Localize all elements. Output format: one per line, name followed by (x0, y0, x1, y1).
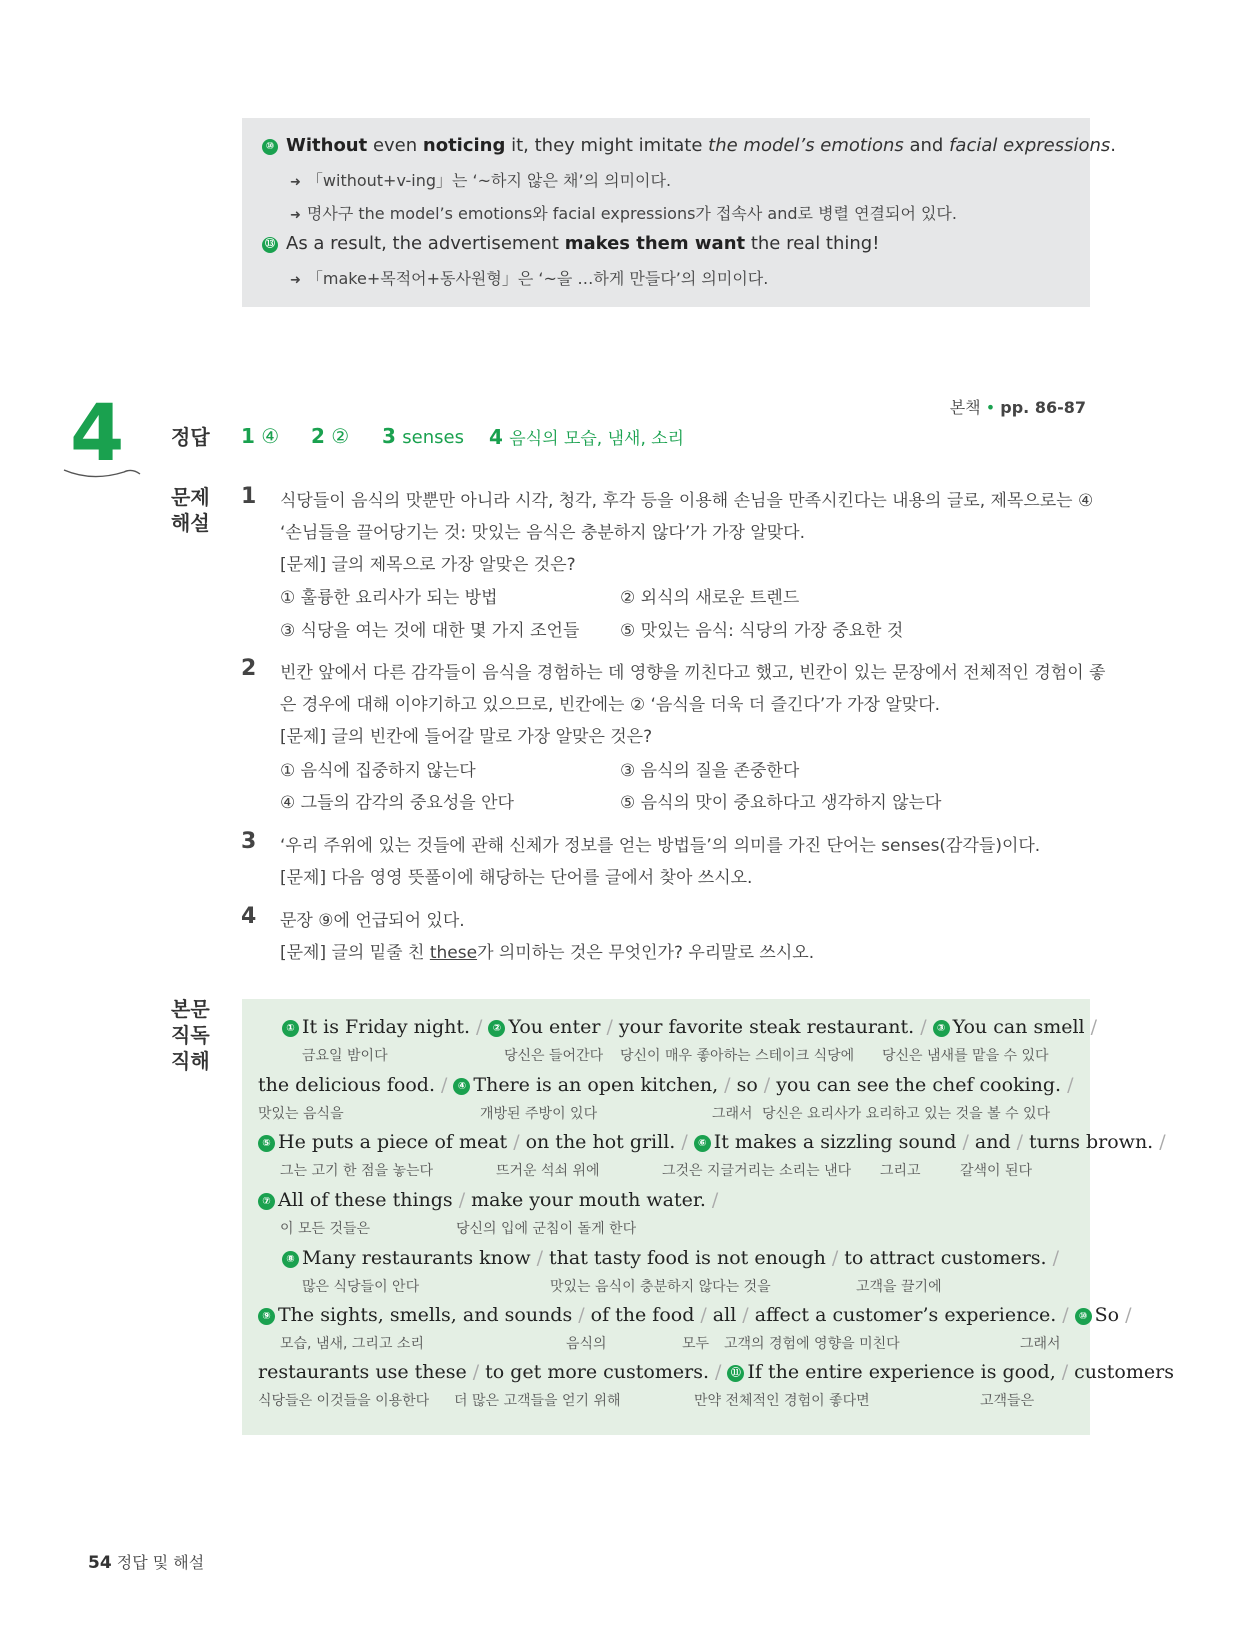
korean-gloss: 당신의 입에 군침이 돌게 한다 (456, 1221, 637, 1237)
prompt-text: 가 의미하는 것은 무엇인가? 우리말로 쓰시오. (477, 943, 815, 963)
note-bold-text: Without (286, 135, 368, 156)
reading-label-line: 직독 (171, 1023, 210, 1047)
slash-divider: / (742, 1304, 749, 1326)
question-1-option: ⑤ 맛있는 음식: 식당의 가장 중요한 것 (620, 621, 904, 641)
slash-divider: / (831, 1247, 839, 1269)
korean-gloss: 갈색이 된다 (960, 1163, 1033, 1179)
chunk: you can see the chef cooking. (776, 1074, 1062, 1096)
slash-divider: / (920, 1016, 927, 1038)
korean-gloss: 맛있는 음식이 충분하지 않다는 것을 (550, 1279, 771, 1295)
page-number: 54 (88, 1553, 112, 1573)
reading-line-6-english (258, 1304, 1138, 1326)
answer-number: 1 (241, 424, 255, 448)
answer-value: senses (402, 427, 464, 448)
circled-number-10: ⑩ (262, 139, 278, 155)
chunk: The sights, smells, and sounds (278, 1304, 573, 1326)
slash-divider: / (606, 1016, 613, 1038)
reading-line-2-english (258, 1074, 1079, 1096)
question-2-prompt: [문제] 글의 빈칸에 들어갈 말로 가장 알맞은 것은? (280, 727, 653, 747)
circled-number: ③ (933, 1020, 950, 1037)
korean-gloss: 모두 (682, 1336, 710, 1352)
korean-gloss: 맛있는 음식을 (258, 1106, 344, 1122)
circled-number: ⑪ (727, 1365, 744, 1382)
circled-number: ⑥ (694, 1135, 711, 1152)
note-text: it, they might imitate (505, 135, 709, 156)
slash-divider: / (458, 1189, 466, 1211)
note-text: As a result, the advertisement (286, 233, 565, 254)
note-13-sentence (262, 233, 879, 254)
korean-gloss: 식당들은 이것들을 이용한다 (258, 1393, 430, 1409)
chunk: your favorite steak restaurant. (618, 1016, 915, 1038)
circled-number: ① (282, 1020, 299, 1037)
chunk: There is an open kitchen, (473, 1074, 719, 1096)
reading-line-1-english (282, 1016, 1103, 1038)
question-4-line-1: 문장 ⑨에 언급되어 있다. (280, 911, 465, 931)
reading-line-5-english (282, 1247, 1065, 1269)
slash-divider: / (681, 1131, 688, 1153)
korean-gloss: 당신은 냄새를 맡을 수 있다 (882, 1048, 1049, 1064)
answer-number: 4 (489, 425, 503, 449)
explanation-label (171, 484, 210, 536)
reading-label-line: 본문 (171, 997, 210, 1021)
korean-gloss: 그것은 지글거리는 소리는 낸다 (662, 1163, 852, 1179)
question-1-option: ② 외식의 새로운 트렌드 (620, 588, 800, 608)
slash-divider: / (1061, 1361, 1069, 1383)
footer-label: 정답 및 해설 (116, 1553, 205, 1572)
korean-gloss: 이 모든 것들은 (280, 1221, 371, 1237)
chunk: to get more customers. (485, 1361, 709, 1383)
slash-divider: / (1016, 1131, 1024, 1153)
slash-divider: / (1159, 1131, 1166, 1153)
korean-gloss: 금요일 밤이다 (302, 1048, 388, 1064)
slash-divider: / (1067, 1074, 1074, 1096)
reading-line-4-english (258, 1189, 724, 1211)
note-bold-text: makes them want (564, 233, 746, 254)
korean-gloss: 많은 식당들이 안다 (302, 1279, 420, 1295)
chunk: You can smell (952, 1016, 1085, 1038)
circled-number-13: ⑬ (262, 237, 278, 253)
circled-number: ⑤ (258, 1135, 275, 1152)
chunk: and (974, 1131, 1011, 1153)
note-explanation-text: 명사구 the model’s emotions와 facial expressions가 접속사 and로 병렬 연결되어 있다. (306, 204, 957, 223)
reading-label-line: 직해 (171, 1049, 210, 1073)
note-text: even (367, 135, 423, 156)
circled-number: ⑩ (1075, 1308, 1092, 1325)
note-10-explanation-2 (290, 201, 957, 224)
korean-gloss: 그는 고기 한 점을 놓는다 (280, 1163, 434, 1179)
korean-gloss: 당신이 매우 좋아하는 스테이크 식당에 (620, 1048, 855, 1064)
korean-gloss: 모습, 냄새, 그리고 소리 (280, 1336, 424, 1352)
chunk: all (712, 1304, 737, 1326)
korean-gloss: 당신은 들어간다 (504, 1048, 604, 1064)
chunk: so (736, 1074, 758, 1096)
circled-number: ⑦ (258, 1193, 275, 1210)
chunk: You enter (508, 1016, 601, 1038)
answer-label: 정답 (171, 425, 210, 449)
answer-value: ② (331, 424, 350, 448)
page-ref-label: 본책 (949, 398, 981, 417)
chunk: the delicious food. (258, 1074, 436, 1096)
arrow-right-icon: ➜ (290, 273, 301, 288)
slash-divider: / (763, 1074, 771, 1096)
page-ref-dot: • (985, 398, 996, 417)
korean-gloss: 더 많은 고객들을 얻기 위해 (454, 1393, 621, 1409)
direct-reading-box (242, 999, 1174, 1435)
note-text: and (903, 135, 950, 156)
note-bold-text: noticing (422, 135, 506, 156)
circled-number: ⑧ (282, 1251, 299, 1268)
slash-divider: / (441, 1074, 448, 1096)
note-explanation-text: 「without+v-ing」는 ‘~하지 않은 채’의 의미이다. (306, 171, 672, 190)
slash-divider: / (1125, 1304, 1132, 1326)
chunk: of the food (590, 1304, 695, 1326)
question-1-option: ③ 식당을 여는 것에 대한 몇 가지 조언들 (280, 621, 580, 641)
note-text: . (1110, 135, 1117, 156)
korean-gloss: 당신은 요리사가 요리하고 있는 것을 볼 수 있다 (762, 1106, 1051, 1122)
question-2-line-2: 은 경우에 대해 이야기하고 있으므로, 빈칸에는 ② ‘음식을 더욱 더 즐긴다’가 가장 알맞다. (280, 695, 941, 715)
question-3-line-1: ‘우리 주위에 있는 것들에 관해 신체가 정보를 얻는 방법들’의 의미를 가진 단어는 senses(감각들)이다. (280, 836, 1041, 856)
question-3-number: 3 (241, 829, 257, 854)
korean-gloss: 고객의 경험에 영향을 미친다 (724, 1336, 900, 1352)
underlined-word: these (429, 943, 478, 963)
slash-divider: / (472, 1361, 480, 1383)
answer-2 (311, 424, 349, 448)
answer-number: 3 (382, 424, 396, 448)
reading-line-7-english (258, 1361, 1174, 1383)
page-ref-pages: pp. 86-87 (1000, 398, 1086, 417)
question-1-number: 1 (241, 484, 257, 509)
question-2-option: ③ 음식의 질을 존중한다 (620, 761, 800, 781)
slash-divider: / (724, 1074, 731, 1096)
chunk: restaurants use these (258, 1361, 467, 1383)
chunk: to attract customers. (844, 1247, 1047, 1269)
korean-gloss: 뜨거운 석쇠 위에 (496, 1163, 600, 1179)
grammar-note-box (242, 118, 1117, 307)
chunk: customers (1074, 1361, 1174, 1383)
korean-gloss: 음식의 (566, 1336, 607, 1352)
answer-1 (241, 424, 279, 448)
question-1-prompt: [문제] 글의 제목으로 가장 알맞은 것은? (280, 555, 576, 575)
chunk: It is Friday night. (302, 1016, 471, 1038)
chunk: It makes a sizzling sound (713, 1131, 957, 1153)
slash-divider: / (1090, 1016, 1098, 1038)
explanation-label-line: 해설 (171, 511, 210, 535)
slash-divider: / (962, 1131, 969, 1153)
korean-gloss: 그래서 (1020, 1336, 1061, 1352)
question-2-line-1: 빈칸 앞에서 다른 감각들이 음식을 경험하는 데 영향을 끼친다고 했고, 빈칸이 있는 문장에서 전체적인 경험이 좋 (280, 663, 1106, 683)
question-3-prompt: [문제] 다음 영영 뜻풀이에 해당하는 단어를 글에서 찾아 쓰시오. (280, 868, 753, 888)
note-10-explanation-1 (290, 168, 671, 191)
slash-divider: / (578, 1304, 585, 1326)
answer-3 (382, 424, 464, 448)
slash-divider: / (700, 1304, 707, 1326)
slash-divider: / (476, 1016, 483, 1038)
note-text: the real thing! (745, 233, 880, 254)
question-2-number: 2 (241, 656, 257, 681)
prompt-text: [문제] 글의 밑줄 친 (280, 943, 430, 963)
answer-number: 2 (311, 424, 325, 448)
slash-divider: / (1052, 1247, 1059, 1269)
page-reference (950, 395, 1086, 418)
chunk: So (1094, 1304, 1120, 1326)
slash-divider: / (711, 1189, 719, 1211)
chunk: Many restaurants know (302, 1247, 531, 1269)
section-number: 4 (70, 389, 125, 479)
answer-value: 음식의 모습, 냄새, 소리 (509, 429, 685, 449)
question-4-prompt (280, 938, 814, 963)
slash-divider: / (1062, 1304, 1069, 1326)
chunk: affect a customer’s experience. (754, 1304, 1057, 1326)
note-italic-text: facial expressions (949, 135, 1111, 156)
arrow-right-icon: ➜ (290, 208, 301, 223)
korean-gloss: 그래서 (712, 1106, 753, 1122)
korean-gloss: 그리고 (880, 1163, 921, 1179)
note-13-explanation-1 (290, 266, 768, 289)
note-explanation-text: 「make+목적어+동사원형」은 ‘~을 …하게 만들다’의 의미이다. (306, 269, 769, 288)
arrow-right-icon: ➜ (290, 175, 301, 190)
note-10-sentence (262, 135, 1116, 156)
korean-gloss: 개방된 주방이 있다 (480, 1106, 598, 1122)
reading-label (171, 996, 210, 1074)
question-2-option: ① 음식에 집중하지 않는다 (280, 761, 476, 781)
chunk: If the entire experience is good, (747, 1361, 1056, 1383)
korean-gloss: 고객들은 (980, 1393, 1035, 1409)
answer-4 (489, 424, 684, 449)
korean-gloss: 만약 전체적인 경험이 좋다면 (694, 1393, 870, 1409)
chunk: that tasty food is not enough (549, 1247, 826, 1269)
question-1-option: ① 훌륭한 요리사가 되는 방법 (280, 588, 498, 608)
slash-divider: / (513, 1131, 520, 1153)
page-footer (88, 1550, 204, 1573)
section-swoosh-decoration (62, 462, 142, 482)
answer-value: ④ (261, 424, 280, 448)
question-1-line-2: ‘손님들을 끌어당기는 것: 맛있는 음식은 충분하지 않다’가 가장 알맞다. (280, 523, 805, 543)
note-italic-text: the model’s emotions (708, 135, 904, 156)
chunk: turns brown. (1029, 1131, 1154, 1153)
circled-number: ⑨ (258, 1308, 275, 1325)
explanation-label-line: 문제 (171, 485, 210, 509)
reading-line-3-english (258, 1131, 1172, 1153)
question-4-number: 4 (241, 904, 257, 929)
circled-number: ④ (453, 1078, 470, 1095)
question-1-line-1: 식당들이 음식의 맛뿐만 아니라 시각, 청각, 후각 등을 이용해 손님을 만족시킨다는 내용의 글로, 제목으로는 ④ (280, 491, 1094, 511)
korean-gloss: 고객을 끌기에 (856, 1279, 942, 1295)
circled-number: ② (488, 1020, 505, 1037)
question-2-option: ⑤ 음식의 맛이 중요하다고 생각하지 않는다 (620, 793, 942, 813)
chunk: on the hot grill. (525, 1131, 676, 1153)
slash-divider: / (715, 1361, 722, 1383)
chunk: All of these things (278, 1189, 453, 1211)
chunk: He puts a piece of meat (278, 1131, 508, 1153)
slash-divider: / (536, 1247, 543, 1269)
chunk: make your mouth water. (471, 1189, 706, 1211)
question-2-option: ④ 그들의 감각의 중요성을 안다 (280, 793, 514, 813)
